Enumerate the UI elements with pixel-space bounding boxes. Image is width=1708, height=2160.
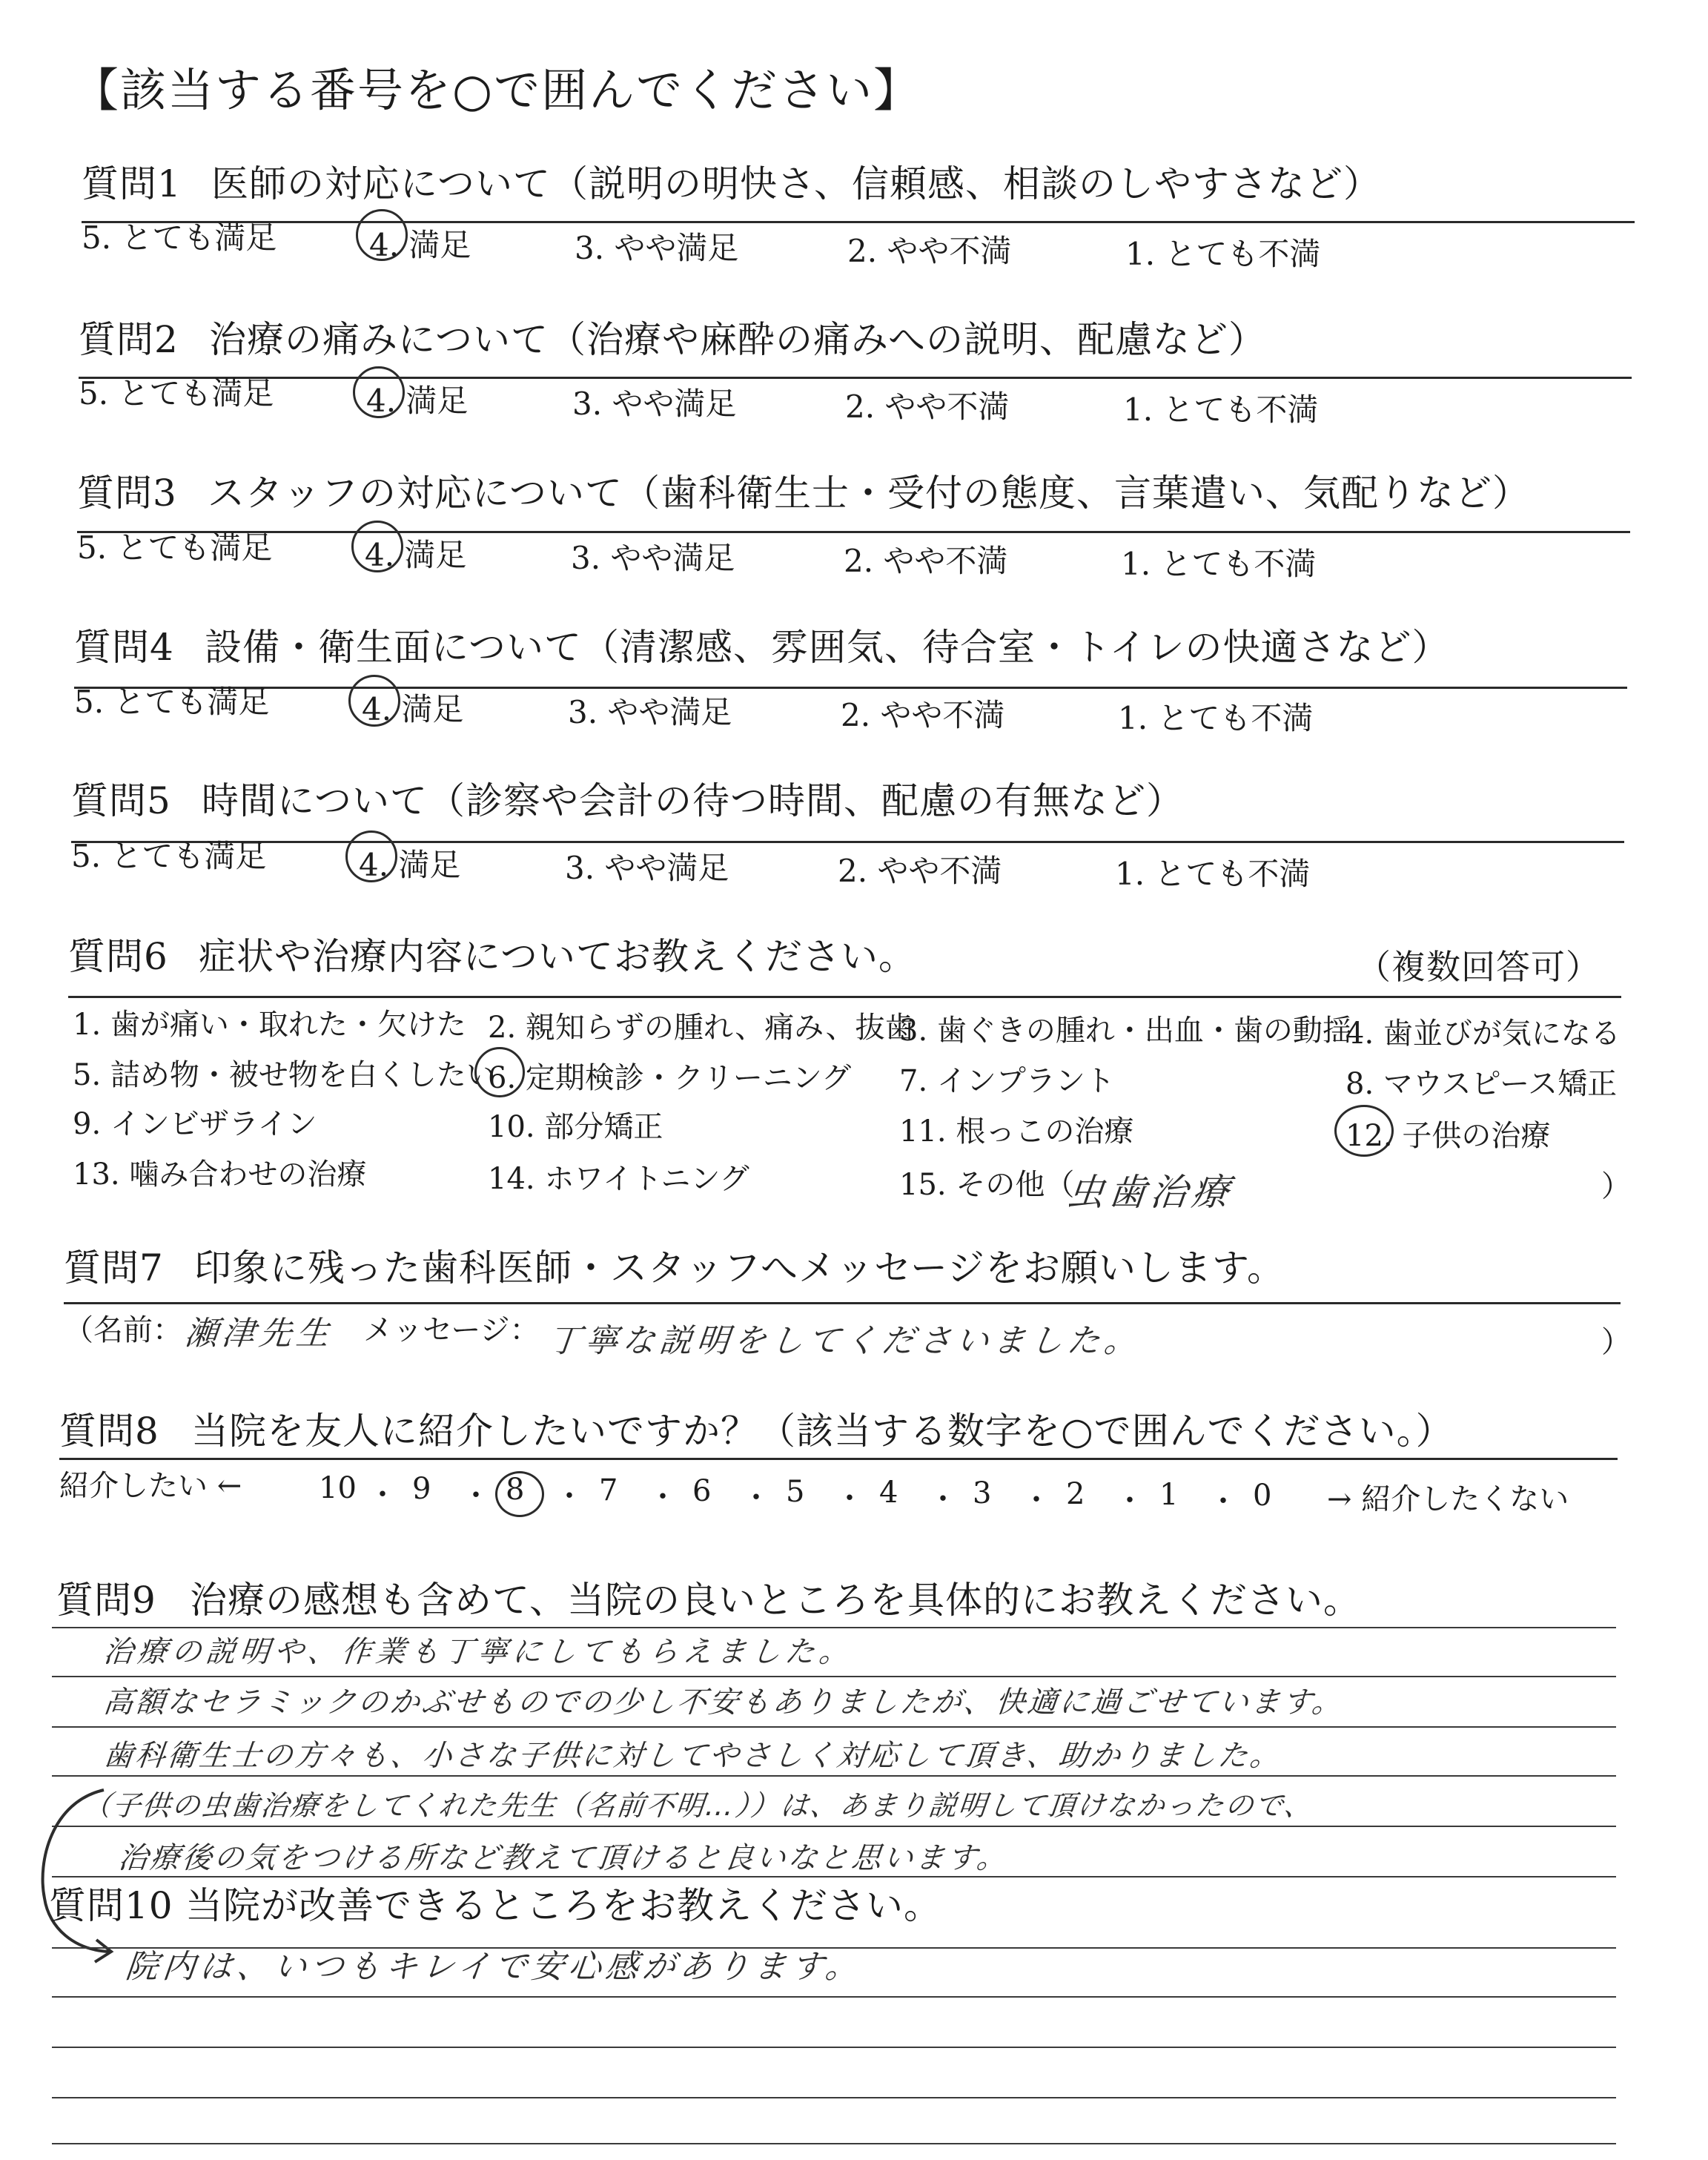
recommend-score-2[interactable]: 2: [1066, 1477, 1085, 1511]
option-2[interactable]: 2. やや不満: [845, 389, 1010, 425]
answer-line: [52, 1826, 1616, 1827]
option-8[interactable]: 8. マウスピース矯正: [1345, 1067, 1618, 1101]
option-4[interactable]: 4. 満足: [365, 537, 467, 573]
question-text: 印象に残った歯科医師・スタッフへメッセージをお願いします。: [194, 1246, 1285, 1289]
option-4[interactable]: 4. 満足: [362, 691, 464, 727]
option-13[interactable]: 13. 噛み合わせの治療: [73, 1157, 367, 1192]
option-14[interactable]: 14. ホワイトニング: [488, 1162, 749, 1196]
scale-separator: ・: [461, 1479, 491, 1513]
option-1[interactable]: 1. とても不満: [1118, 700, 1314, 736]
scale-separator: ・: [1208, 1484, 1238, 1519]
question-label: 質問6: [68, 935, 168, 978]
option-2[interactable]: 2. やや不満: [838, 853, 1002, 889]
question-label: 質問5: [71, 779, 171, 822]
option-6[interactable]: 6. 定期検診・クリーニング: [488, 1061, 852, 1095]
question-text: 当院が改善できるところをお教えください。: [185, 1884, 941, 1927]
question-label: 質問2: [79, 318, 179, 361]
divider: [71, 841, 1624, 843]
option-5[interactable]: 5. とても満足: [79, 375, 274, 412]
recommend-score-0[interactable]: 0: [1253, 1479, 1272, 1513]
scale-separator: ・: [368, 1478, 397, 1512]
recommend-score-7[interactable]: 7: [599, 1473, 618, 1507]
question-text: 症状や治療内容についてお教えください。: [199, 935, 916, 978]
question-text: スタッフの対応について（歯科衛生士・受付の態度、言葉遣い、気配りなど）: [208, 472, 1530, 515]
divider: [64, 1302, 1621, 1304]
answer-line: [52, 2047, 1616, 2048]
option-2[interactable]: 2. やや不満: [844, 543, 1008, 579]
divider: [82, 221, 1635, 223]
option-15[interactable]: 15. その他（: [899, 1168, 1075, 1202]
question-text: 医師の対応について（説明の明快さ、信頼感、相談のしやすさなど）: [211, 162, 1381, 205]
question-text: 当院を友人に紹介したいですか？（該当する数字を○で囲んでください。）: [191, 1410, 1454, 1453]
option-4[interactable]: 4. 満足: [369, 227, 471, 263]
answer-text-line: 歯科衛生士の方々も、小さな子供に対してやさしく対応して頂き、助かりました。: [102, 1739, 1284, 1773]
scale-separator: ・: [741, 1481, 771, 1515]
recommend-score-9[interactable]: 9: [412, 1472, 431, 1506]
question-label: 質問4: [74, 626, 174, 669]
option-3[interactable]: 3. やや満足: [571, 540, 735, 576]
option-3[interactable]: 3. やや満足: [575, 230, 739, 266]
message-handwritten: 丁寧な説明をしてくださいました。: [546, 1322, 1144, 1360]
recommend-score-5[interactable]: 5: [786, 1475, 805, 1509]
recommend-right-label: → 紹介したくない: [1327, 1482, 1569, 1516]
question-label: 質問1: [82, 162, 182, 205]
answer-line: [52, 1996, 1616, 1998]
scale-separator: ・: [928, 1482, 958, 1516]
recommend-score-10[interactable]: 10: [319, 1471, 357, 1505]
option-5[interactable]: 5. 詰め物・被せ物を白くしたい: [73, 1058, 496, 1092]
option-1[interactable]: 1. とても不満: [1121, 546, 1317, 582]
option-3[interactable]: 3. 歯ぐきの腫れ・出血・歯の動揺: [899, 1014, 1352, 1048]
option-3[interactable]: 3. やや満足: [568, 694, 732, 730]
option-2[interactable]: 2. やや不満: [841, 697, 1005, 733]
option-4[interactable]: 4. 満足: [359, 847, 461, 883]
scale-separator: ・: [1022, 1483, 1051, 1517]
option-10[interactable]: 10. 部分矯正: [488, 1110, 663, 1144]
answer-text-line: （子供の虫歯治療をしてくれた先生（名前不明…））は、あまり説明して頂けなかったので、: [81, 1789, 1316, 1822]
question-label: 質問9: [56, 1579, 156, 1622]
close-paren: ）: [1601, 1169, 1631, 1203]
close-paren: ）: [1601, 1325, 1631, 1359]
option-11[interactable]: 11. 根っこの治療: [899, 1114, 1134, 1149]
name-label: （名前：: [64, 1313, 182, 1347]
recommend-score-8[interactable]: 8: [506, 1473, 525, 1507]
divider: [59, 1458, 1618, 1460]
option-4[interactable]: 4. 歯並びが気になる: [1345, 1017, 1621, 1051]
option-2[interactable]: 2. やや不満: [847, 233, 1012, 269]
option-1[interactable]: 1. とても不満: [1123, 392, 1319, 428]
divider: [79, 377, 1632, 379]
scale-separator: ・: [648, 1480, 678, 1514]
option-5[interactable]: 5. とても満足: [77, 529, 273, 566]
option-5[interactable]: 5. とても満足: [74, 684, 270, 720]
question-label: 質問10: [49, 1884, 173, 1927]
doctor-name-handwritten: 瀬津先生: [182, 1315, 336, 1353]
divider: [77, 531, 1630, 533]
option-3[interactable]: 3. やや満足: [572, 386, 737, 422]
question-text: 治療の痛みについて（治療や麻酔の痛みへの説明、配慮など）: [209, 318, 1266, 361]
question-label: 質問7: [64, 1246, 164, 1289]
question-text: 設備・衛生面について（清潔感、雰囲気、待合室・トイレの快適さなど）: [205, 626, 1450, 669]
answer-text-line: 高額なセラミックのかぶせものでの少し不安もありましたが、快適に過ごせています。: [102, 1685, 1346, 1720]
page-title: 【該当する番号を○で囲んでください】: [73, 63, 921, 117]
answer-line: [52, 1676, 1616, 1677]
message-label: メッセージ：: [363, 1313, 540, 1347]
divider: [68, 996, 1621, 998]
option-5[interactable]: 5. とても満足: [82, 219, 277, 256]
question-text: 時間について（診察や会計の待つ時間、配慮の有無など）: [202, 779, 1184, 822]
question-label: 質問8: [59, 1410, 159, 1453]
option-1[interactable]: 1. とても不満: [1115, 856, 1311, 892]
recommend-score-3[interactable]: 3: [973, 1476, 992, 1510]
scale-separator: ・: [555, 1479, 584, 1513]
scale-separator: ・: [835, 1482, 864, 1516]
recommend-left-label: 紹介したい ←: [59, 1469, 242, 1503]
option-2[interactable]: 2. 親知らずの腫れ、痛み、抜歯: [488, 1011, 915, 1045]
option-7[interactable]: 7. インプラント: [899, 1064, 1115, 1098]
answer-line: [52, 1775, 1616, 1777]
answer-line: [52, 1726, 1616, 1728]
recommend-score-6[interactable]: 6: [692, 1474, 712, 1508]
option-12[interactable]: 12. 子供の治療: [1345, 1119, 1551, 1153]
answer-text-line: 治療後の気をつける所など教えて頂けると良いなと思います。: [116, 1841, 1010, 1875]
recommend-score-4[interactable]: 4: [879, 1476, 898, 1510]
option-5[interactable]: 5. とても満足: [71, 838, 267, 874]
recommend-score-1[interactable]: 1: [1159, 1478, 1179, 1512]
answer-text-line: 院内は、いつもキレイで安心感があります。: [123, 1948, 865, 1986]
option-9[interactable]: 9. インビザライン: [73, 1107, 317, 1141]
multiple-answer-note: （複数回答可）: [1357, 947, 1601, 987]
divider: [74, 687, 1627, 689]
option-1[interactable]: 1. 歯が痛い・取れた・欠けた: [73, 1008, 466, 1042]
option-4[interactable]: 4. 満足: [366, 383, 469, 419]
other-answer-handwritten: 虫歯治療: [1065, 1171, 1236, 1214]
option-1[interactable]: 1. とても不満: [1125, 236, 1321, 272]
answer-line: [52, 2143, 1616, 2144]
answer-line: [52, 2097, 1616, 2098]
scale-separator: ・: [1115, 1484, 1145, 1518]
option-3[interactable]: 3. やや満足: [565, 850, 729, 886]
question-text: 治療の感想も含めて、当院の良いところを具体的にお教えください。: [190, 1579, 1361, 1622]
question-label: 質問3: [77, 472, 177, 515]
answer-text-line: 治療の説明や、作業も丁寧にしてもらえました。: [102, 1635, 855, 1669]
